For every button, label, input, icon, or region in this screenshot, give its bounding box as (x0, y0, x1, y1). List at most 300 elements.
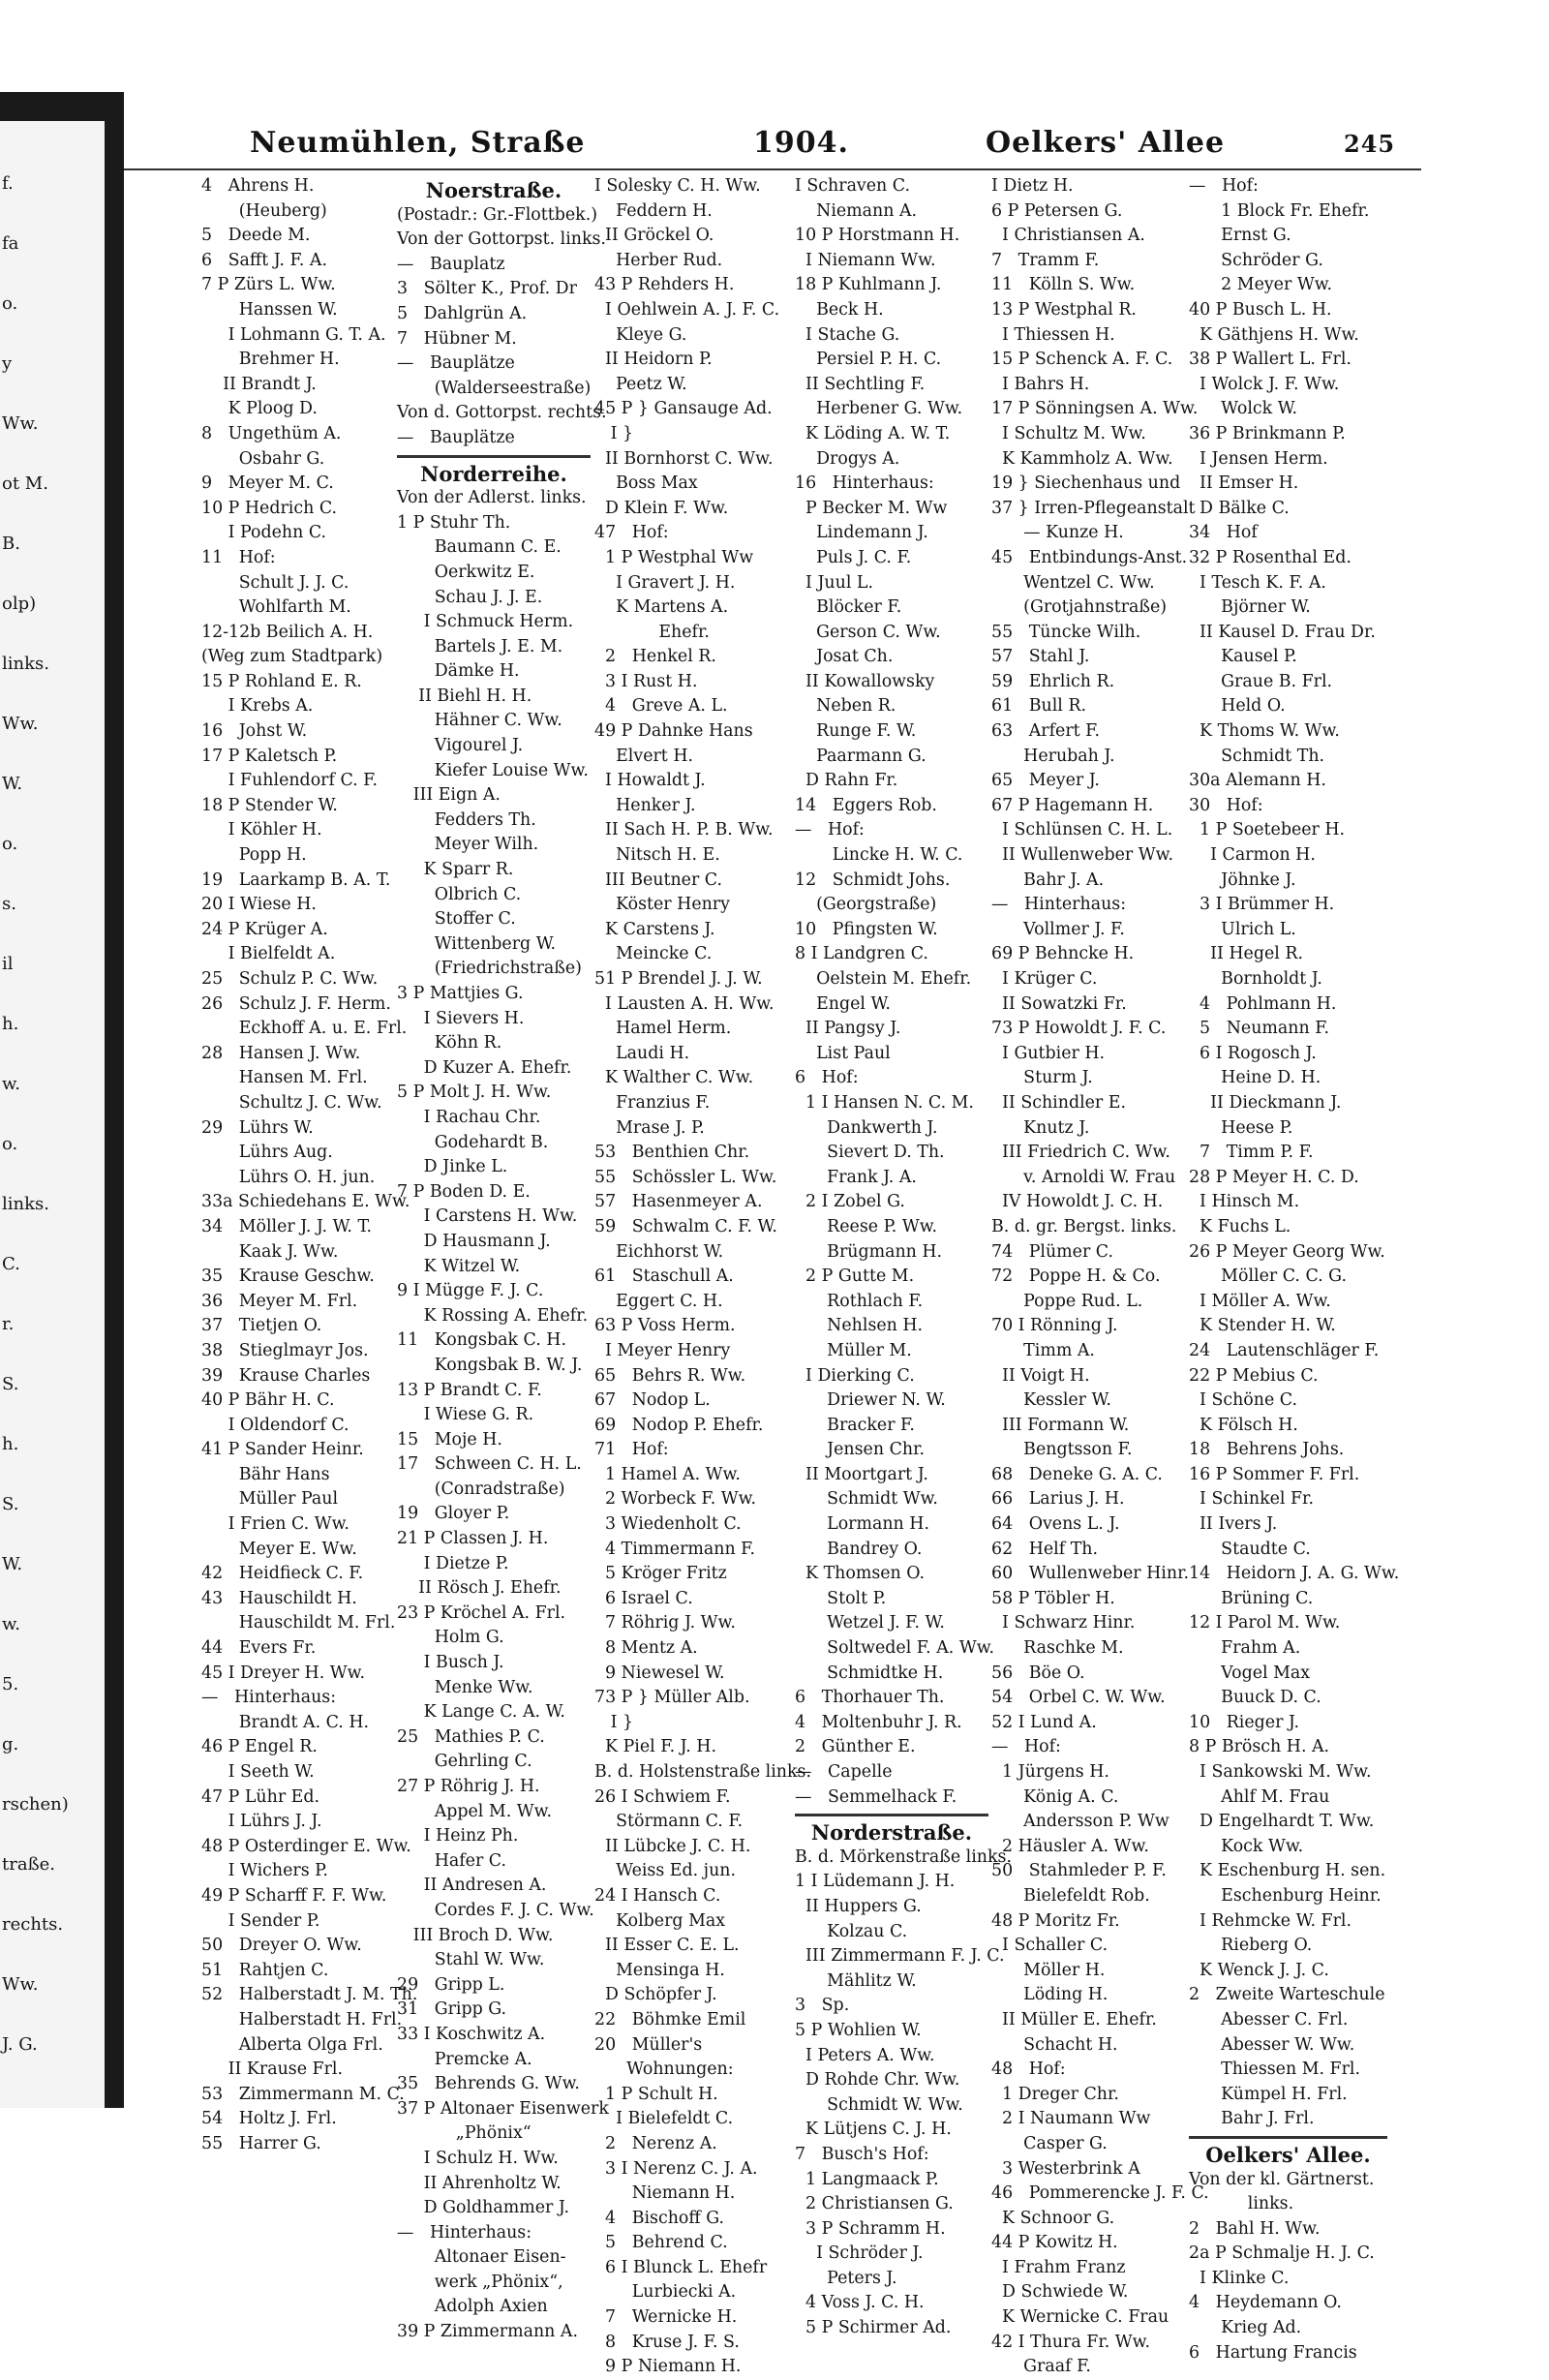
directory-entry: Eschenburg Heinr. (1189, 1885, 1382, 1906)
directory-entry: 1 I Hansen N. C. M. (795, 1092, 974, 1113)
directory-entry: 39 Krause Charles (201, 1365, 371, 1386)
previous-page-fragment: h. (2, 1014, 19, 1034)
street-heading: Norderstraße. (810, 1820, 973, 1846)
directory-entry: K Stender H. W. (1189, 1316, 1336, 1336)
directory-entry: Stahl W. Ww. (397, 1950, 545, 1970)
directory-entry: I } (594, 1712, 634, 1732)
directory-entry: Jöhnke J. (1189, 870, 1296, 890)
directory-entry: 3 I Brümmer H. (1189, 895, 1335, 915)
directory-entry: I Jensen Herm. (1189, 448, 1328, 469)
running-title-left: Neumühlen, Straße (250, 126, 586, 160)
directory-entry: Lührs Aug. (201, 1143, 333, 1163)
directory-entry: 24 P Krüger A. (201, 919, 328, 939)
directory-entry: B. d. Mörkenstraße links. (795, 1846, 1012, 1867)
directory-entry: 9 I Mügge F. J. C. (397, 1281, 544, 1301)
directory-entry: Menke Ww. (397, 1677, 533, 1697)
directory-entry: 9 Niewesel W. (594, 1663, 725, 1683)
directory-entry: 54 Holtz J. Frl. (201, 2109, 337, 2129)
directory-entry: Köhn R. (397, 1033, 502, 1053)
directory-entry: 29 Lührs W. (201, 1117, 314, 1138)
directory-entry: 40 P Bähr H. C. (201, 1390, 335, 1411)
directory-entry: 6 I Rogosch J. (1189, 1043, 1317, 1063)
directory-entry: 4 Ahrens H. (201, 176, 315, 196)
directory-entry: K Eschenburg H. sen. (1189, 1861, 1386, 1881)
directory-entry: 30a Alemann H. (1189, 771, 1326, 791)
directory-entry: K Sparr R. (397, 860, 514, 880)
directory-entry: 5 Dahlgrün A. (397, 303, 528, 323)
directory-entry: — Bauplatz (397, 254, 505, 274)
directory-entry: Ehefr. (594, 622, 710, 642)
directory-entry: D Bälke C. (1189, 498, 1290, 518)
directory-entry: 3 Sp. (795, 1996, 850, 2016)
directory-entry: 2 P Gutte M. (795, 1266, 915, 1287)
directory-entry: Sievert D. Th. (795, 1143, 945, 1163)
directory-entry: 3 Westerbrink A (991, 2158, 1140, 2179)
directory-entry: 7 Tramm F. (991, 250, 1100, 270)
directory-entry: 67 P Hagemann H. (991, 795, 1154, 815)
directory-entry: II Pangsy J. (795, 1019, 901, 1039)
directory-entry: II Moortgart J. (795, 1464, 928, 1484)
directory-entry: I Möller A. Ww. (1189, 1291, 1331, 1311)
directory-entry: Krieg Ad. (1189, 2318, 1302, 2338)
directory-entry: Driewer N. W. (795, 1390, 946, 1411)
previous-page-fragment: traße. (2, 1854, 55, 1875)
directory-entry: (Georgstraße) (795, 895, 937, 915)
directory-entry: I Carstens H. Ww. (397, 1206, 578, 1227)
directory-entry: Abesser C. Frl. (1189, 2009, 1349, 2029)
directory-entry: II Rösch J. Ehefr. (397, 1578, 562, 1599)
directory-entry: I Schwarz Hinr. (991, 1613, 1136, 1633)
directory-entry: II Esser C. E. L. (594, 1936, 740, 1956)
directory-entry: Eckhoff A. u. E. Frl. (201, 1019, 408, 1039)
directory-entry: I Schaller C. (991, 1936, 1109, 1956)
directory-entry: Schult J. J. C. (201, 572, 349, 593)
directory-entry: 55 Tüncke Wilh. (991, 622, 1141, 642)
directory-entry: 49 P Dahnke Hans (594, 721, 753, 742)
directory-entry: Mensinga H. (594, 1960, 725, 1980)
directory-entry: Meincke C. (594, 944, 713, 964)
directory-entry: 26 Schulz J. F. Herm. (201, 993, 391, 1014)
directory-entry: Soltwedel F. A. Ww. (795, 1638, 995, 1659)
previous-page-fragment: w. (2, 1614, 20, 1634)
directory-entry: Dämke H. (397, 661, 520, 682)
directory-entry: 45 P } Gansauge Ad. (594, 399, 773, 419)
directory-entry: Bartels J. E. M. (397, 636, 563, 656)
directory-entry: 42 Heidfieck C. F. (201, 1564, 364, 1584)
directory-entry: I Schmuck Herm. (397, 612, 574, 632)
directory-entry: 34 Hof (1189, 523, 1258, 543)
directory-entry: Heese P. (1189, 1117, 1293, 1138)
directory-entry: Bähr Hans (201, 1464, 330, 1484)
directory-entry: 4 Bischoff G. (594, 2208, 725, 2228)
directory-entry: I } (594, 423, 634, 443)
directory-entry: Hamel Herm. (594, 1019, 732, 1039)
directory-entry: — Hof: (991, 1737, 1061, 1757)
directory-entry: — Bauplätze (397, 353, 515, 374)
directory-entry: 6 Thorhauer Th. (795, 1688, 945, 1708)
directory-entry: Kolberg Max (594, 1910, 726, 1931)
directory-entry: I Hinsch M. (1189, 1192, 1300, 1212)
directory-entry: Schmidtke H. (795, 1663, 944, 1683)
directory-entry: (Walderseestraße) (397, 378, 592, 398)
directory-entry: I Frahm Franz (991, 2257, 1126, 2277)
directory-entry: I Lausten A. H. Ww. (594, 993, 774, 1014)
directory-entry: Hähner C. Ww. (397, 711, 562, 731)
directory-entry: Lindemann J. (795, 523, 928, 543)
directory-entry: Herubah J. (991, 746, 1115, 766)
directory-entry: 8 Mentz A. (594, 1638, 698, 1659)
directory-entry: 1 P Westphal Ww (594, 547, 754, 567)
directory-entry: — Hof: (1189, 176, 1259, 196)
directory-entry: 2 Meyer Ww. (1189, 275, 1333, 295)
directory-entry: I Schinkel Fr. (1189, 1489, 1314, 1510)
directory-entry: I Schröder J. (795, 2243, 924, 2264)
directory-entry: Osbahr G. (201, 448, 325, 469)
directory-entry: Drogys A. (795, 448, 900, 469)
previous-page-fragment: r. (2, 1314, 15, 1334)
directory-entry: B. d. gr. Bergst. links. (991, 1216, 1177, 1236)
directory-entry: I Oehlwein A. J. F. C. (594, 299, 780, 320)
directory-entry: 1 P Schult H. (594, 2084, 718, 2104)
directory-entry: II Lübcke J. C. H. (594, 1836, 751, 1856)
directory-entry: Bracker F. (795, 1415, 915, 1435)
directory-entry: Casper G. (991, 2133, 1108, 2153)
directory-entry: II Wullenweber Ww. (991, 845, 1173, 866)
previous-page-fragment: W. (2, 774, 23, 794)
directory-entry: Von der Adlerst. links. (397, 488, 587, 508)
directory-entry: D Schöpfer J. (594, 1985, 717, 2005)
previous-page-edge (0, 121, 105, 2108)
directory-entry: II Brandt J. (201, 374, 317, 394)
directory-entry: 61 Bull R. (991, 696, 1086, 717)
directory-entry: 4 Moltenbuhr J. R. (795, 1712, 962, 1732)
directory-entry: 5 Kröger Fritz (594, 1564, 727, 1584)
directory-entry: Bengtsson F. (991, 1440, 1133, 1460)
directory-entry: Bandrey O. (795, 1539, 923, 1559)
directory-entry: I Frien C. Ww. (201, 1514, 349, 1535)
directory-entry: 44 P Kowitz H. (991, 2233, 1118, 2253)
directory-entry: Popp H. (201, 845, 307, 866)
previous-page-fragment: o. (2, 293, 18, 314)
directory-entry: Lincke H. W. C. (795, 845, 963, 866)
directory-entry: Kolzau C. (795, 1921, 908, 1941)
directory-entry: II Gröckel O. (594, 226, 714, 246)
directory-entry: III Eign A. (397, 785, 501, 806)
directory-entry: 5 Deede M. (201, 226, 311, 246)
directory-entry: I Wiese G. R. (397, 1405, 534, 1425)
directory-entry: 60 Wullenweber Hinr. (991, 1564, 1189, 1584)
directory-entry: 25 Mathies P. C. (397, 1726, 545, 1747)
directory-entry: Mrase J. P. (594, 1117, 705, 1138)
directory-entry: III Formann W. (991, 1415, 1130, 1435)
directory-entry: werk „Phönix“, (397, 2272, 563, 2292)
directory-entry: 4 Pohlmann H. (1189, 993, 1337, 1014)
directory-entry: 22 Böhmke Emil (594, 2009, 746, 2029)
directory-entry: Knutz J. (991, 1117, 1090, 1138)
directory-entry: II Sechtling F. (795, 374, 926, 394)
directory-entry: 19 Laarkamp B. A. T. (201, 870, 391, 890)
directory-entry: Lormann H. (795, 1514, 929, 1535)
directory-entry: Blöcker F. (795, 597, 902, 618)
directory-entry: 17 Schween C. H. L. (397, 1454, 582, 1475)
directory-entry: Feddern H. (594, 200, 713, 221)
directory-entry: Thiessen M. Frl. (1189, 2060, 1361, 2080)
directory-entry: 45 Entbindungs-Anst. (991, 547, 1188, 567)
directory-entry: 5 P Wohlien W. (795, 2020, 922, 2040)
directory-entry: K Lange C. A. W. (397, 1702, 565, 1723)
directory-entry: 26 P Meyer Georg Ww. (1189, 1241, 1385, 1262)
directory-entry: 31 Gripp G. (397, 1999, 507, 2020)
previous-page-fragment: il (2, 954, 14, 974)
column-2 (397, 174, 609, 2345)
directory-entry: Kongsbak B. W. J. (397, 1355, 583, 1375)
directory-entry: Rieberg O. (1189, 1936, 1313, 1956)
directory-entry: I Stache G. (795, 324, 900, 345)
directory-entry: I Dierking C. (795, 1365, 915, 1386)
directory-entry: 32 P Rosenthal Ed. (1189, 547, 1352, 567)
directory-entry: 63 P Voss Herm. (594, 1316, 736, 1336)
directory-entry: 46 Pommerencke J. F. C. (991, 2183, 1209, 2204)
directory-entry: Ernst G. (1189, 226, 1291, 246)
directory-entry: I Wichers P. (201, 1861, 328, 1881)
directory-entry: Appel M. Ww. (397, 1801, 552, 1821)
directory-entry: 7 P Boden D. E. (397, 1181, 531, 1202)
directory-entry: 46 P Engel R. (201, 1737, 318, 1757)
directory-entry: 6 P Petersen G. (991, 200, 1123, 221)
directory-entry: Puls J. C. F. (795, 547, 912, 567)
directory-entry: Persiel P. H. C. (795, 350, 942, 370)
directory-entry: Bielefeldt Rob. (991, 1885, 1150, 1906)
directory-entry: 74 Plümer C. (991, 1241, 1114, 1262)
section-rule (1189, 2136, 1387, 2139)
previous-page-fragment: rechts. (2, 1914, 64, 1935)
directory-entry: 2 Christiansen G. (795, 2194, 954, 2214)
directory-entry: 34 Möller J. J. W. T. (201, 1216, 373, 1236)
directory-entry: Premcke A. (397, 2049, 532, 2069)
directory-entry: K Carstens J. (594, 919, 715, 939)
directory-entry: 7 Hübner M. (397, 328, 517, 349)
directory-entry: links. (1189, 2194, 1294, 2214)
directory-entry: D Hausmann J. (397, 1231, 551, 1251)
directory-entry: Kümpel H. Frl. (1189, 2084, 1348, 2104)
directory-entry: II Hegel R. (1189, 944, 1303, 964)
column-3 (594, 174, 811, 2380)
directory-entry: 6 I Blunck L. Ehefr (594, 2257, 768, 2277)
section-rule (397, 455, 591, 458)
directory-entry: 63 Arfert F. (991, 721, 1101, 742)
previous-page-fragment: h. (2, 1434, 19, 1454)
directory-entry: 2 Zweite Warteschule (1189, 1985, 1385, 2005)
directory-entry: 18 P Stender W. (201, 795, 338, 815)
directory-entry: D Jinke L. (397, 1157, 508, 1177)
directory-entry: (Grotjahnstraße) (991, 597, 1168, 618)
directory-entry: I Thiessen H. (991, 324, 1115, 345)
directory-entry: Poppe Rud. L. (991, 1291, 1143, 1311)
directory-entry: 1 Dreger Chr. (991, 2084, 1119, 2104)
directory-entry: Herbener G. Ww. (795, 399, 963, 419)
directory-entry: Gehrling C. (397, 1752, 532, 1772)
directory-entry: 5 P Molt J. H. Ww. (397, 1083, 552, 1103)
header-rule (124, 168, 1421, 170)
column-4 (795, 174, 1012, 2341)
directory-entry: III Broch D. Ww. (397, 1925, 554, 1945)
directory-entry: 66 Larius J. H. (991, 1489, 1125, 1510)
directory-entry: II Andresen A. (397, 1876, 547, 1896)
directory-entry: 71 Hof: (594, 1440, 669, 1460)
directory-entry: I Sender P. (201, 1910, 320, 1931)
directory-entry: Olbrich C. (397, 884, 522, 904)
directory-entry: Oelstein M. Ehefr. (795, 969, 972, 989)
previous-page-fragment: g. (2, 1734, 19, 1754)
directory-entry: 19 Gloyer P. (397, 1504, 510, 1524)
directory-entry: I Heinz Ph. (397, 1826, 519, 1846)
directory-entry: Wentzel C. Ww. (991, 572, 1155, 593)
directory-entry: 2 Bahl H. Ww. (1189, 2218, 1321, 2239)
directory-entry: K Rossing A. Ehefr. (397, 1305, 589, 1326)
directory-entry: Eichhorst W. (594, 1241, 724, 1262)
directory-entry: (Friedrichstraße) (397, 959, 582, 979)
directory-entry: 2 I Zobel G. (795, 1192, 905, 1212)
directory-entry: 6 Safft J. F. A. (201, 250, 327, 270)
directory-entry: 8 Kruse J. F. S. (594, 2332, 740, 2352)
directory-entry: I Schöne C. (1189, 1390, 1298, 1411)
directory-entry: K Lütjens C. J. H. (795, 2120, 952, 2140)
directory-entry: König A. C. (991, 1786, 1119, 1807)
directory-entry: — Capelle (795, 1762, 893, 1782)
directory-entry: 17 P Kaletsch P. (201, 746, 338, 766)
directory-entry: Bahr J. Frl. (1189, 2109, 1315, 2129)
directory-entry: 7 Busch's Hof: (795, 2144, 929, 2164)
directory-entry: 37 } Irren-Pflegeanstalt (991, 498, 1196, 518)
directory-entry: Stoffer C. (397, 909, 516, 930)
directory-entry: — Hinterhaus: (397, 2222, 532, 2243)
directory-entry: 48 Hof: (991, 2060, 1066, 2080)
directory-entry: Von d. Gottorpst. rechts. (397, 403, 607, 423)
directory-entry: I Schulz H. Ww. (397, 2148, 559, 2168)
directory-entry: I Klinke C. (1189, 2268, 1290, 2288)
directory-entry: 28 P Meyer H. C. D. (1189, 1167, 1359, 1187)
directory-entry: 12 Schmidt Johs. (795, 870, 951, 890)
running-title-right: Oelkers' Allee (986, 126, 1226, 160)
directory-entry: Frahm A. (1189, 1638, 1301, 1659)
directory-entry: Bahr J. A. (991, 870, 1105, 890)
directory-entry: (Heuberg) (201, 200, 327, 221)
column-1 (201, 174, 418, 2157)
directory-entry: 38 P Wallert L. Frl. (1189, 350, 1352, 370)
directory-entry: — Hinterhaus: (201, 1688, 337, 1708)
directory-entry: II Sach H. P. B. Ww. (594, 820, 774, 840)
directory-entry: 61 Staschull A. (594, 1266, 734, 1287)
directory-entry: 54 Orbel C. W. Ww. (991, 1688, 1166, 1708)
directory-entry: II Biehl H. H. (397, 686, 532, 706)
directory-entry: Eggert C. H. (594, 1291, 723, 1311)
directory-entry: K Thoms W. Ww. (1189, 721, 1340, 742)
directory-entry: I Dietze P. (397, 1553, 509, 1573)
directory-entry: 20 Müller's (594, 2034, 703, 2055)
page-header (124, 126, 1549, 170)
directory-entry: Nehlsen H. (795, 1316, 924, 1336)
directory-entry: Elvert H. (594, 746, 694, 766)
directory-entry: — Bauplätze (397, 427, 515, 447)
directory-entry: Lurbiecki A. (594, 2282, 737, 2303)
directory-entry: 28 Hansen J. Ww. (201, 1043, 361, 1063)
directory-entry: 58 P Töbler H. (991, 1588, 1115, 1608)
directory-entry: Nitsch H. E. (594, 845, 720, 866)
column-6 (1189, 174, 1400, 2365)
directory-entry: Hauschildt M. Frl. (201, 1613, 396, 1633)
previous-page-fragment: o. (2, 834, 18, 854)
directory-entry: Müller M. (795, 1340, 912, 1360)
previous-page-fragment: y (2, 353, 13, 374)
directory-entry: 7 P Zürs L. Ww. (201, 275, 336, 295)
directory-entry: 41 P Sander Heinr. (201, 1440, 364, 1460)
directory-entry: Kock Ww. (1189, 1836, 1304, 1856)
directory-entry: List Paul (795, 1043, 891, 1063)
column-5 (991, 174, 1209, 2380)
directory-entry: I Gutbier H. (991, 1043, 1106, 1063)
directory-entry: Baumann C. E. (397, 537, 562, 558)
directory-entry: Kaak J. Ww. (201, 1241, 339, 1262)
directory-entry: II Dieckmann J. (1189, 1092, 1342, 1113)
directory-entry: 70 I Rönning J. (991, 1316, 1118, 1336)
directory-entry: Vogel Max (1189, 1663, 1311, 1683)
previous-page-fragment: S. (2, 1494, 19, 1514)
directory-entry: 12 I Parol M. Ww. (1189, 1613, 1341, 1633)
directory-entry: 2 Henkel R. (594, 647, 716, 667)
directory-entry: Mählitz W. (795, 1970, 917, 1991)
directory-entry: Schmidt Th. (1189, 746, 1325, 766)
directory-entry: Kausel P. (1189, 647, 1297, 667)
directory-entry: I Peters A. Ww. (795, 2045, 935, 2065)
directory-entry: Buuck D. C. (1189, 1688, 1321, 1708)
directory-entry: 42 I Thura Fr. Ww. (991, 2332, 1151, 2352)
directory-entry: Löding H. (991, 1985, 1109, 2005)
directory-entry: Brehmer H. (201, 350, 340, 370)
directory-entry: 52 I Lund A. (991, 1712, 1097, 1732)
directory-entry: 18 Behrens Johs. (1189, 1440, 1345, 1460)
directory-entry: Brügmann H. (795, 1241, 943, 1262)
directory-entry: 33a Schiedehans E. Ww. (201, 1192, 410, 1212)
directory-entry: I Bielfeldt A. (201, 944, 336, 964)
directory-entry: Meyer E. Ww. (201, 1539, 357, 1559)
previous-page-fragment: f. (2, 173, 14, 194)
directory-entry: III Zimmermann F. J. C. (795, 1946, 1005, 1967)
directory-entry: 16 Johst W. (201, 721, 308, 742)
directory-page (124, 107, 1549, 2377)
directory-entry: III Beutner C. (594, 870, 723, 890)
directory-entry: Heine D. H. (1189, 1068, 1321, 1088)
directory-entry: I Bahrs H. (991, 374, 1090, 394)
directory-entry: I Niemann Ww. (795, 250, 936, 270)
directory-entry: Holm G. (397, 1628, 504, 1648)
previous-page-fragment: olp) (2, 594, 37, 614)
directory-entry: 48 P Moritz Fr. (991, 1910, 1120, 1931)
directory-entry: 55 Schössler L. Ww. (594, 1167, 777, 1187)
directory-entry: I Wolck J. F. Ww. (1189, 374, 1340, 394)
directory-entry: 10 P Horstmann H. (795, 226, 960, 246)
directory-entry: I Lührs J. J. (201, 1812, 322, 1832)
directory-entry: 36 P Brinkmann P. (1189, 423, 1346, 443)
directory-entry: 9 Meyer M. C. (201, 473, 334, 494)
directory-entry: Jensen Chr. (795, 1440, 926, 1460)
directory-entry: Von der kl. Gärtnerst. (1189, 2169, 1375, 2189)
directory-entry: I Sievers H. (397, 1008, 525, 1028)
directory-entry: D Rahn Fr. (795, 771, 898, 791)
directory-entry: I Schlünsen C. H. L. (991, 820, 1173, 840)
directory-entry: Kiefer Louise Ww. (397, 760, 589, 780)
directory-entry: II Voigt H. (991, 1365, 1090, 1386)
directory-entry: 4 Greve A. L. (594, 696, 728, 717)
